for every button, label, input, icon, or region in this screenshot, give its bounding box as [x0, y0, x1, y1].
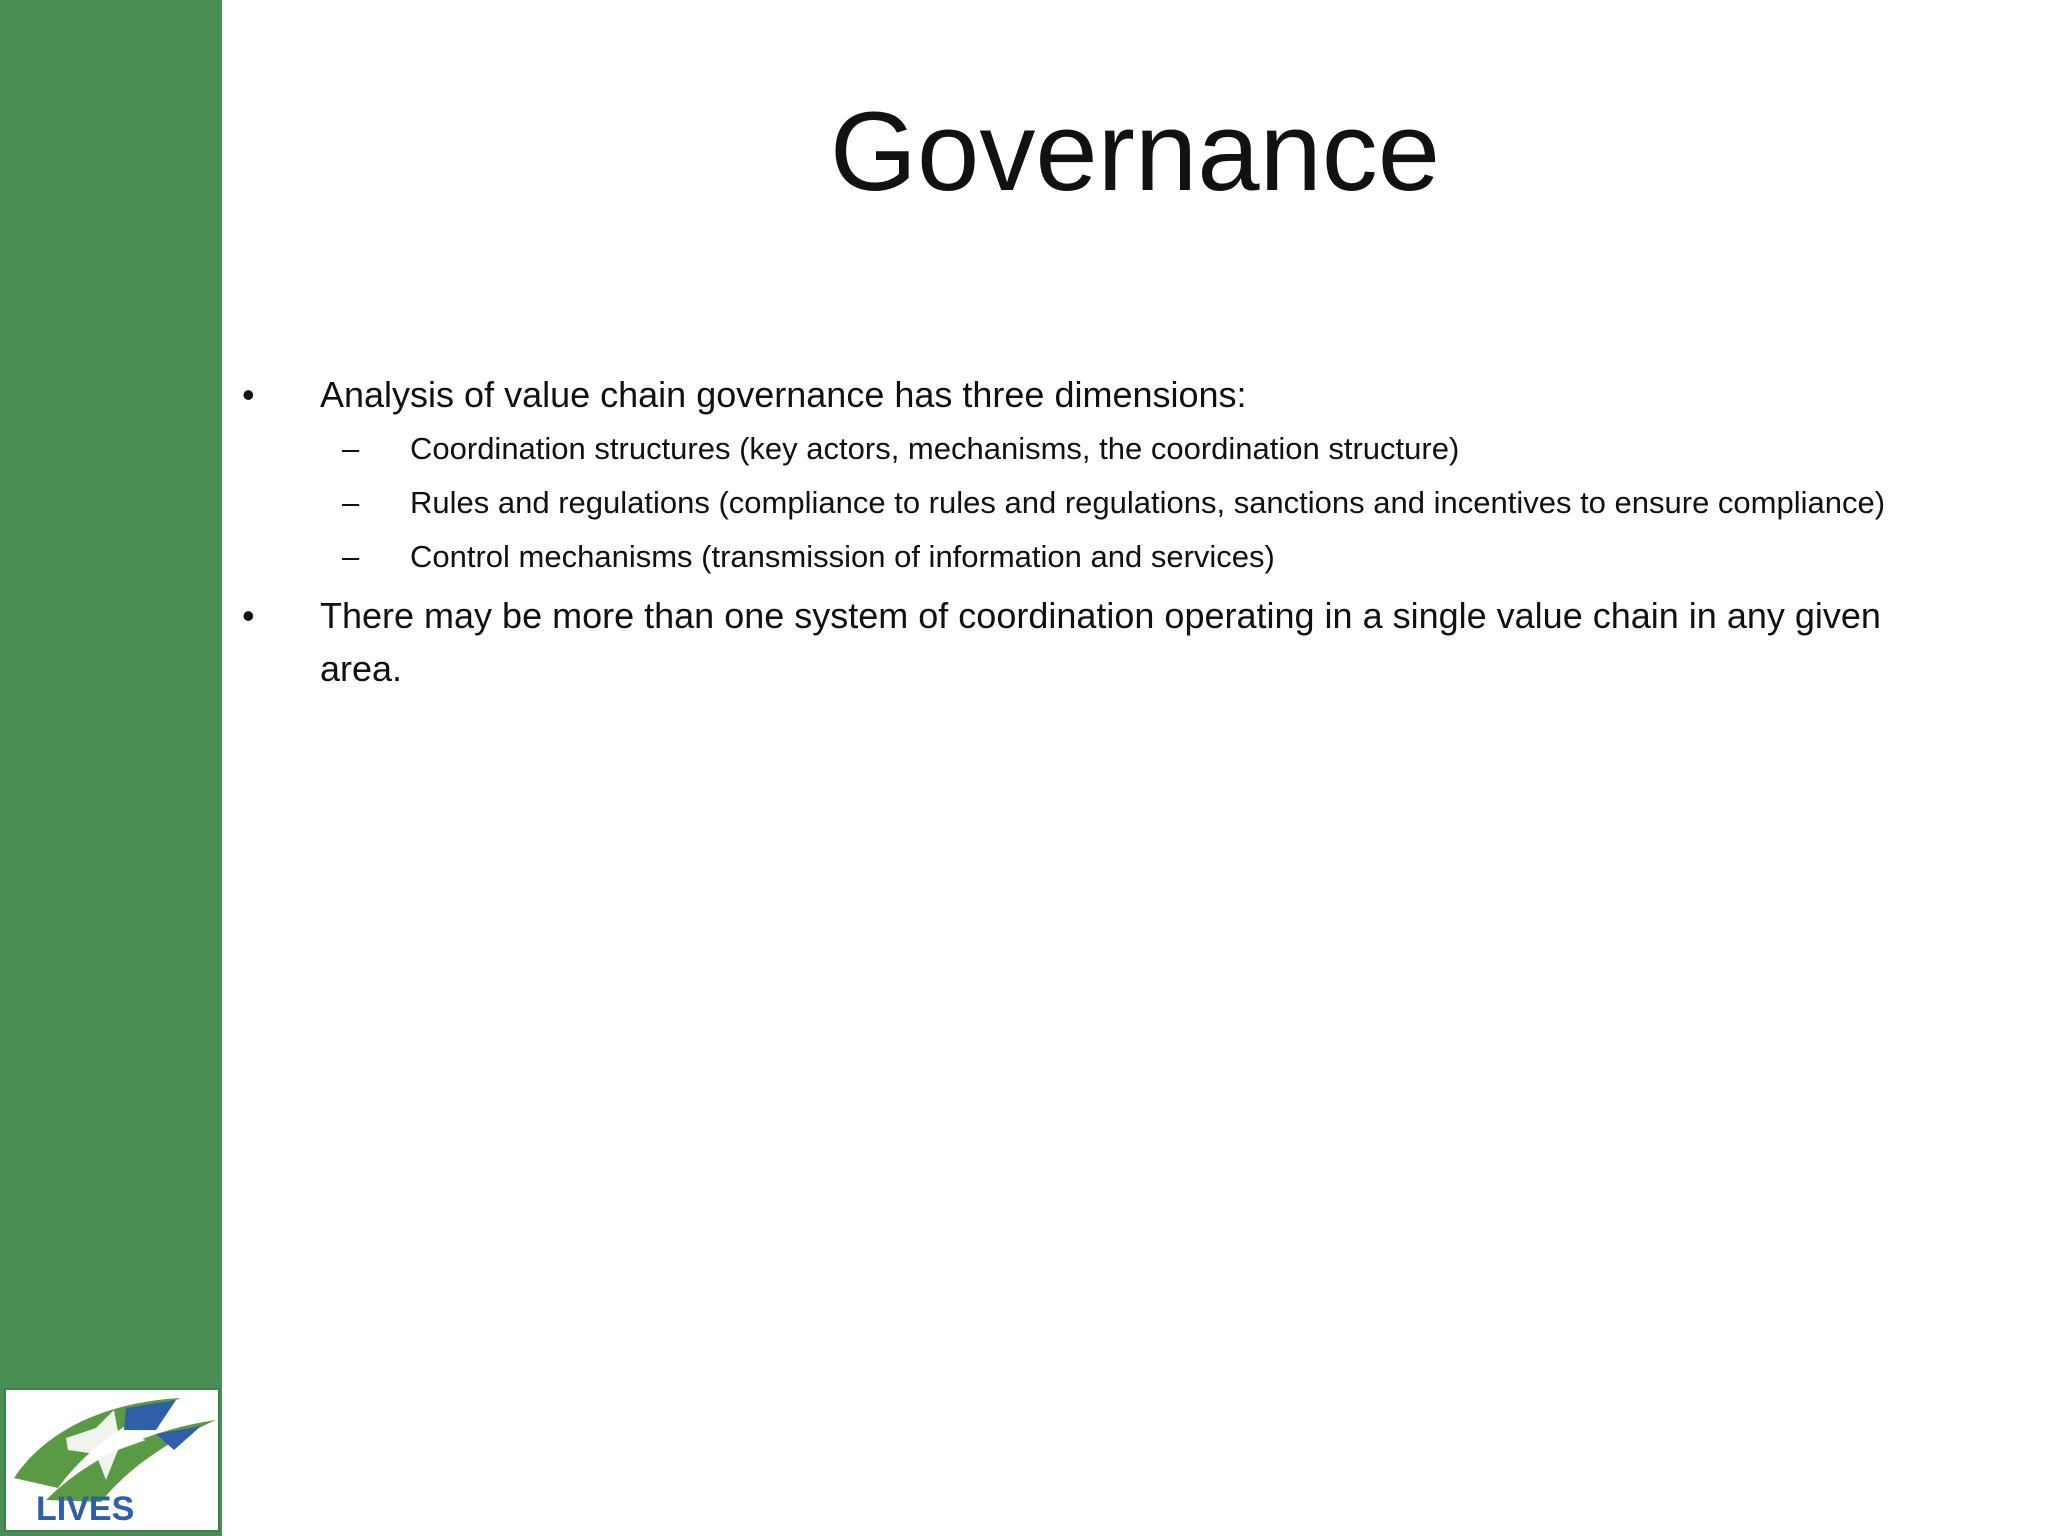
- bullet-item: [238, 368, 1938, 421]
- sub-bullet-item: [238, 481, 1938, 525]
- sub-bullet-item: [238, 535, 1938, 579]
- logo-wordmark: LIVES: [36, 1490, 135, 1528]
- sub-bullet-item: [238, 427, 1938, 471]
- bullet-marker: •: [242, 374, 255, 415]
- lives-logo-icon: [6, 1390, 218, 1530]
- sub-bullet-marker: –: [342, 539, 360, 574]
- page-title: Governance: [829, 89, 1441, 214]
- lives-logo: [4, 1388, 220, 1532]
- bullet-text: There may be more than one system of coordination operating in a single value chain in any given area.: [320, 595, 1881, 689]
- bullet-text: Analysis of value chain governance has three dimensions:: [320, 374, 1247, 415]
- slide-body: [238, 368, 1938, 695]
- sub-bullet-text: Control mechanisms (transmission of information and services): [410, 539, 1275, 574]
- bullet-item: [238, 589, 1938, 695]
- sub-bullet-text: Coordination structures (key actors, mechanisms, the coordination structure): [410, 431, 1460, 466]
- sidebar-band: [0, 0, 222, 1536]
- sub-bullet-text: Rules and regulations (compliance to rules and regulations, sanctions and incentives to ensure compliance): [410, 485, 1886, 520]
- sub-bullet-marker: –: [342, 431, 360, 466]
- bullet-marker: •: [242, 595, 255, 636]
- sub-bullet-marker: –: [342, 485, 360, 520]
